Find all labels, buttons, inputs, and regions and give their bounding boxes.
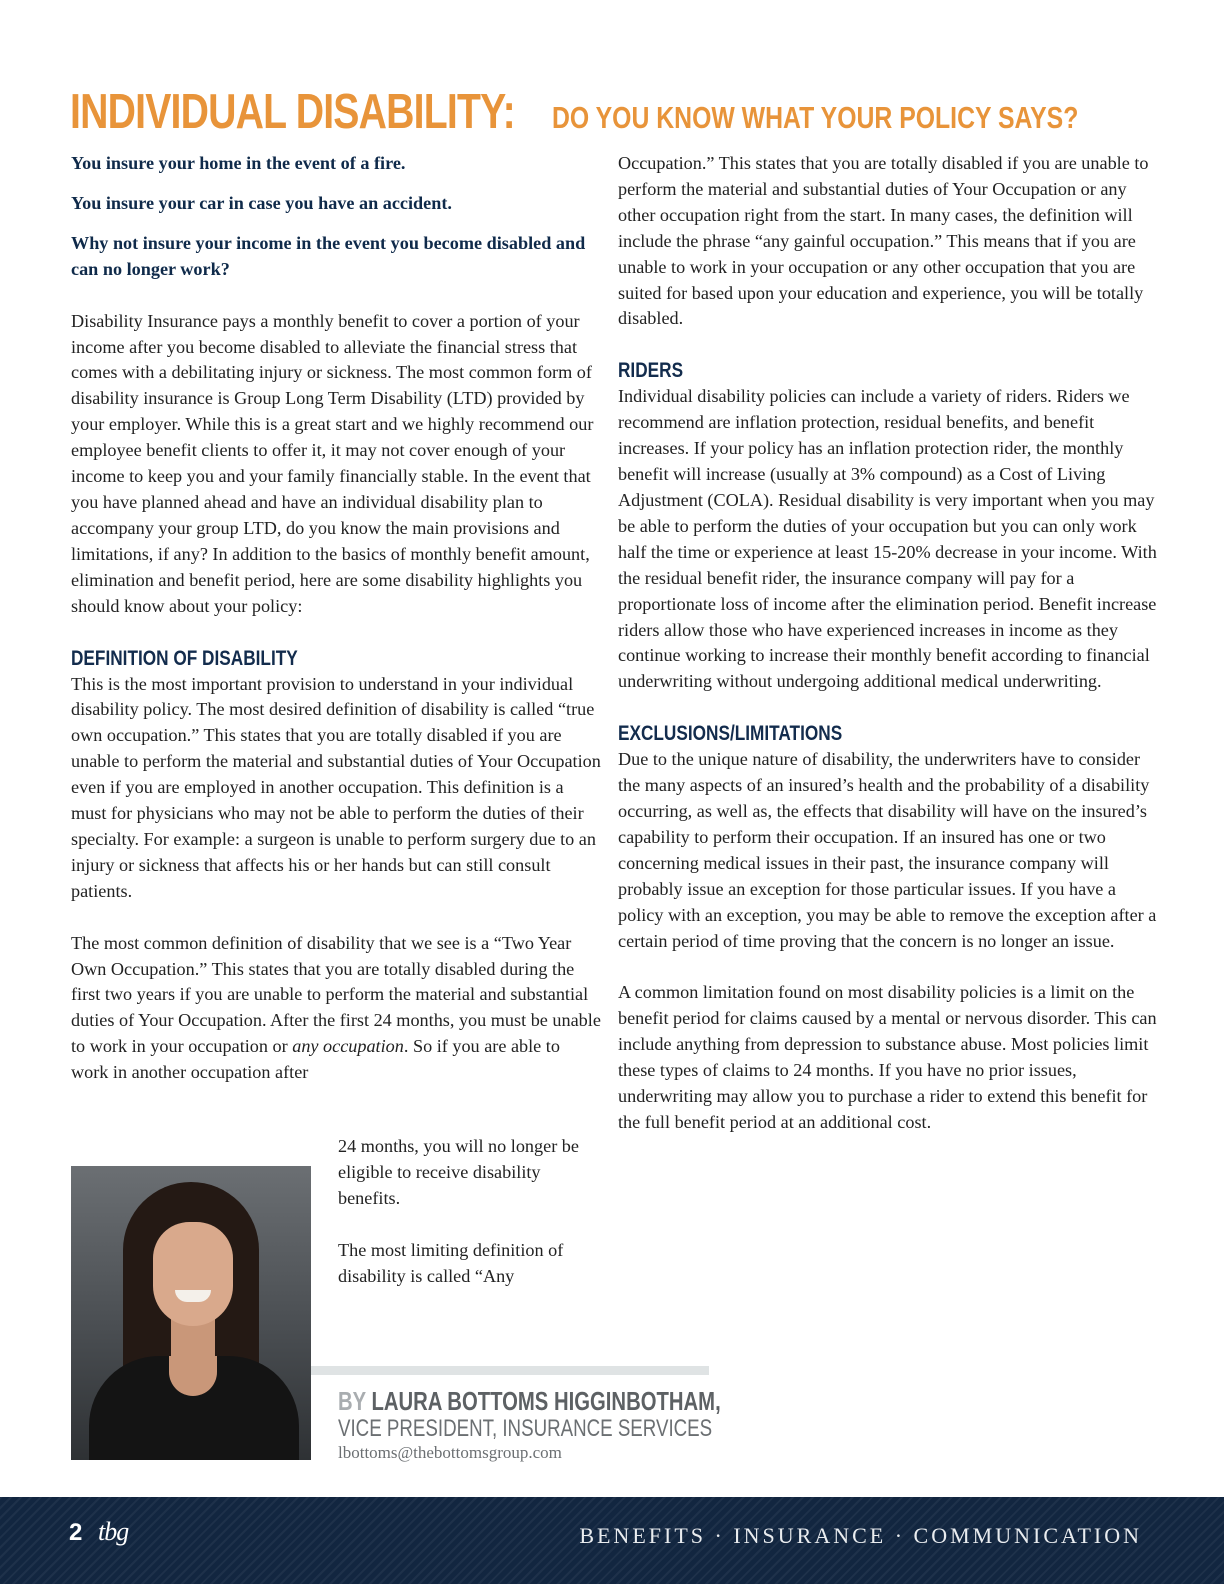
author-name-line xyxy=(338,1386,721,1417)
definition-paragraph-2 xyxy=(71,931,601,1086)
intro-lead-3: Why not insure your income in the event you become disabled and can no longer work? xyxy=(71,232,586,279)
intro-lead-2: You insure your car in case you have an accident. xyxy=(71,192,452,213)
definition-p2-wrap: 24 months, you will no longer be eligible to receive disability benefits. xyxy=(338,1136,579,1208)
intro-lead-1: You insure your home in the event of a fire. xyxy=(71,153,406,173)
left-column xyxy=(71,151,601,1086)
definition-p2-end: . So if you are able to work in another occupation after xyxy=(71,1036,560,1083)
title-subtitle: DO YOU KNOW WHAT YOUR POLICY SAYS? xyxy=(552,100,1079,135)
exclusions-paragraph-1: Due to the unique nature of disability, the underwriters have to consider the many aspects of an insured’s health and the probability of a disability occurring, as well as, the effects that disability will have on the insured’s capability to perform their occupation. If an insured has one or two concerning medical issues in their past, the insurance company will probably issue an exception for those particular issues. If you have a policy with an exception, you may be able to remove the exception after a certain period of time proving that the concern is no longer an issue. xyxy=(618,749,1157,951)
page-number: 2 xyxy=(69,1519,83,1546)
definition-paragraph-1: This is the most important provision to understand in your individual disability policy. The most desired definition of disability is called “true own occupation.” This states that you are totally disabled if you are unable to perform the material and substantial duties of Your Occupation even if you are employed in another occupation. This definition is a must for physicians who may not be able to perform the duties of their specialty. For example: a surgeon is unable to perform surgery due to an injury or sickness that affects his or her hands but can still consult patients. xyxy=(71,673,601,901)
definition-p2-start: The most common definition of disability that we see is a “Two Year Own Occupation.” This states that you are totally disabled during the first two years if you are unable to perform the material and substantial duties of Your Occupation. After the first 24 months, you must be unable to work in your occupation or xyxy=(71,932,601,1057)
article-title xyxy=(70,84,1190,140)
definition-heading: DEFINITION OF DISABILITY xyxy=(71,646,298,670)
definition-p3-continued: Occupation.” This states that you are totally disabled if you are unable to perform the material and substantial duties of Your Occupation or any other occupation right from the start. In many cases, the definition will include the phrase “any gainful occupation.” This means that if you are unable to work in your occupation or any other occupation that you are suited for based upon your education and experience, you will be totally disabled. xyxy=(618,153,1149,329)
definition-p3-start: The most limiting definition of disability is called “Any xyxy=(338,1239,564,1286)
author-name: LAURA BOTTOMS HIGGINBOTHAM, xyxy=(371,1386,721,1416)
riders-heading: RIDERS xyxy=(618,359,684,383)
exclusions-heading: EXCLUSIONS/LIMITATIONS xyxy=(618,722,843,746)
title-main: INDIVIDUAL DISABILITY: xyxy=(70,85,515,139)
page-footer xyxy=(0,1497,1224,1584)
author-role: VICE PRESIDENT, INSURANCE SERVICES xyxy=(338,1415,713,1442)
byline-divider xyxy=(311,1366,709,1375)
right-column xyxy=(618,151,1158,1136)
footer-tagline: BENEFITS · INSURANCE · COMMUNICATION xyxy=(579,1523,1142,1548)
photo-wrap-text xyxy=(338,1134,598,1290)
author-photo xyxy=(71,1166,311,1460)
exclusions-paragraph-2: A common limitation found on most disability policies is a limit on the benefit period for claims caused by a mental or nervous disorder. This can include anything from depression to substance abuse. Most policies limit these types of claims to 24 months. If you have no prior issues, underwriting may allow you to purchase a rider to extend this benefit for the full benefit period at an additional cost. xyxy=(618,982,1157,1132)
definition-p2-italic: any occupation xyxy=(292,1036,404,1057)
riders-paragraph: Individual disability policies can include a variety of riders. Riders we recommend are inflation protection, residual benefits, and benefit increases. If your policy has an inflation protection rider, the monthly benefit will increase (usually at 3% compound) as a Cost of Living Adjustment (COLA). Residual disability is very important when you may be able to perform the duties of your occupation but you can only work half the time or experience at least 15-20% decrease in your income. With the residual benefit rider, the insurance company will pay for a proportionate loss of income after the elimination period. Benefit increase riders allow those who have experienced increases in income as they continue working to increase their monthly benefit according to financial underwriting without undergoing additional medical underwriting. xyxy=(618,386,1157,692)
byline-by: BY xyxy=(338,1386,366,1416)
tbg-logo: tbg xyxy=(98,1517,129,1546)
author-byline xyxy=(338,1386,758,1463)
intro-paragraph: Disability Insurance pays a monthly benefit to cover a portion of your income after you become disabled to alleviate the financial stress that comes with a debilitating injury or sickness. The most common form of disability insurance is Group Long Term Disability (LTD) provided by your employer. While this is a great start and we highly recommend our employee benefit clients to offer it, it may not cover enough of your income to keep you and your family financially stable. In the event that you have planned ahead and have an individual disability plan to accompany your group LTD, do you know the main provisions and limitations, if any? In addition to the basics of monthly benefit amount, elimination and benefit period, here are some disability highlights you should know about your policy: xyxy=(71,310,594,616)
author-email[interactable]: lbottoms@thebottomsgroup.com xyxy=(338,1443,562,1462)
